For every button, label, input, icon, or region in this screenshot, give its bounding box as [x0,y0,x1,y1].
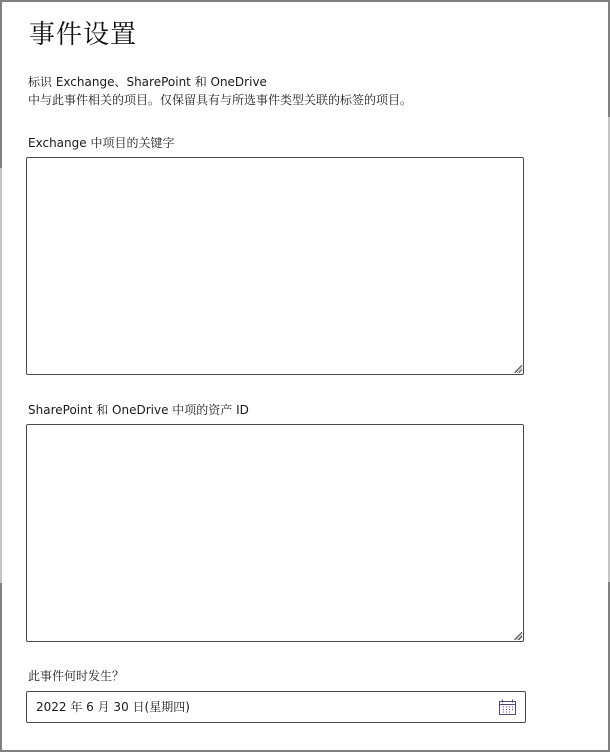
page-title: 事件设置 [29,20,138,50]
exchange-keywords-label: Exchange 中项目的关键字 [28,136,175,150]
asset-ids-label: SharePoint 和 OneDrive 中项的资产 ID [28,403,249,417]
description [28,73,548,109]
calendar-icon[interactable] [499,699,516,715]
description-line-2: 中与此事件相关的项目。仅保留具有与所选事件类型关联的标签的项目。 [28,93,413,107]
exchange-keywords-textarea[interactable] [26,157,524,375]
asset-ids-textarea[interactable] [26,424,524,642]
event-date-value: 2022 年 6 月 30 日(星期四) [36,700,190,714]
event-date-picker[interactable] [26,691,526,723]
event-date-label: 此事件何时发生？ [28,669,125,683]
event-settings-panel [2,2,608,750]
description-line-1: 标识 Exchange、SharePoint 和 OneDrive [28,75,267,89]
